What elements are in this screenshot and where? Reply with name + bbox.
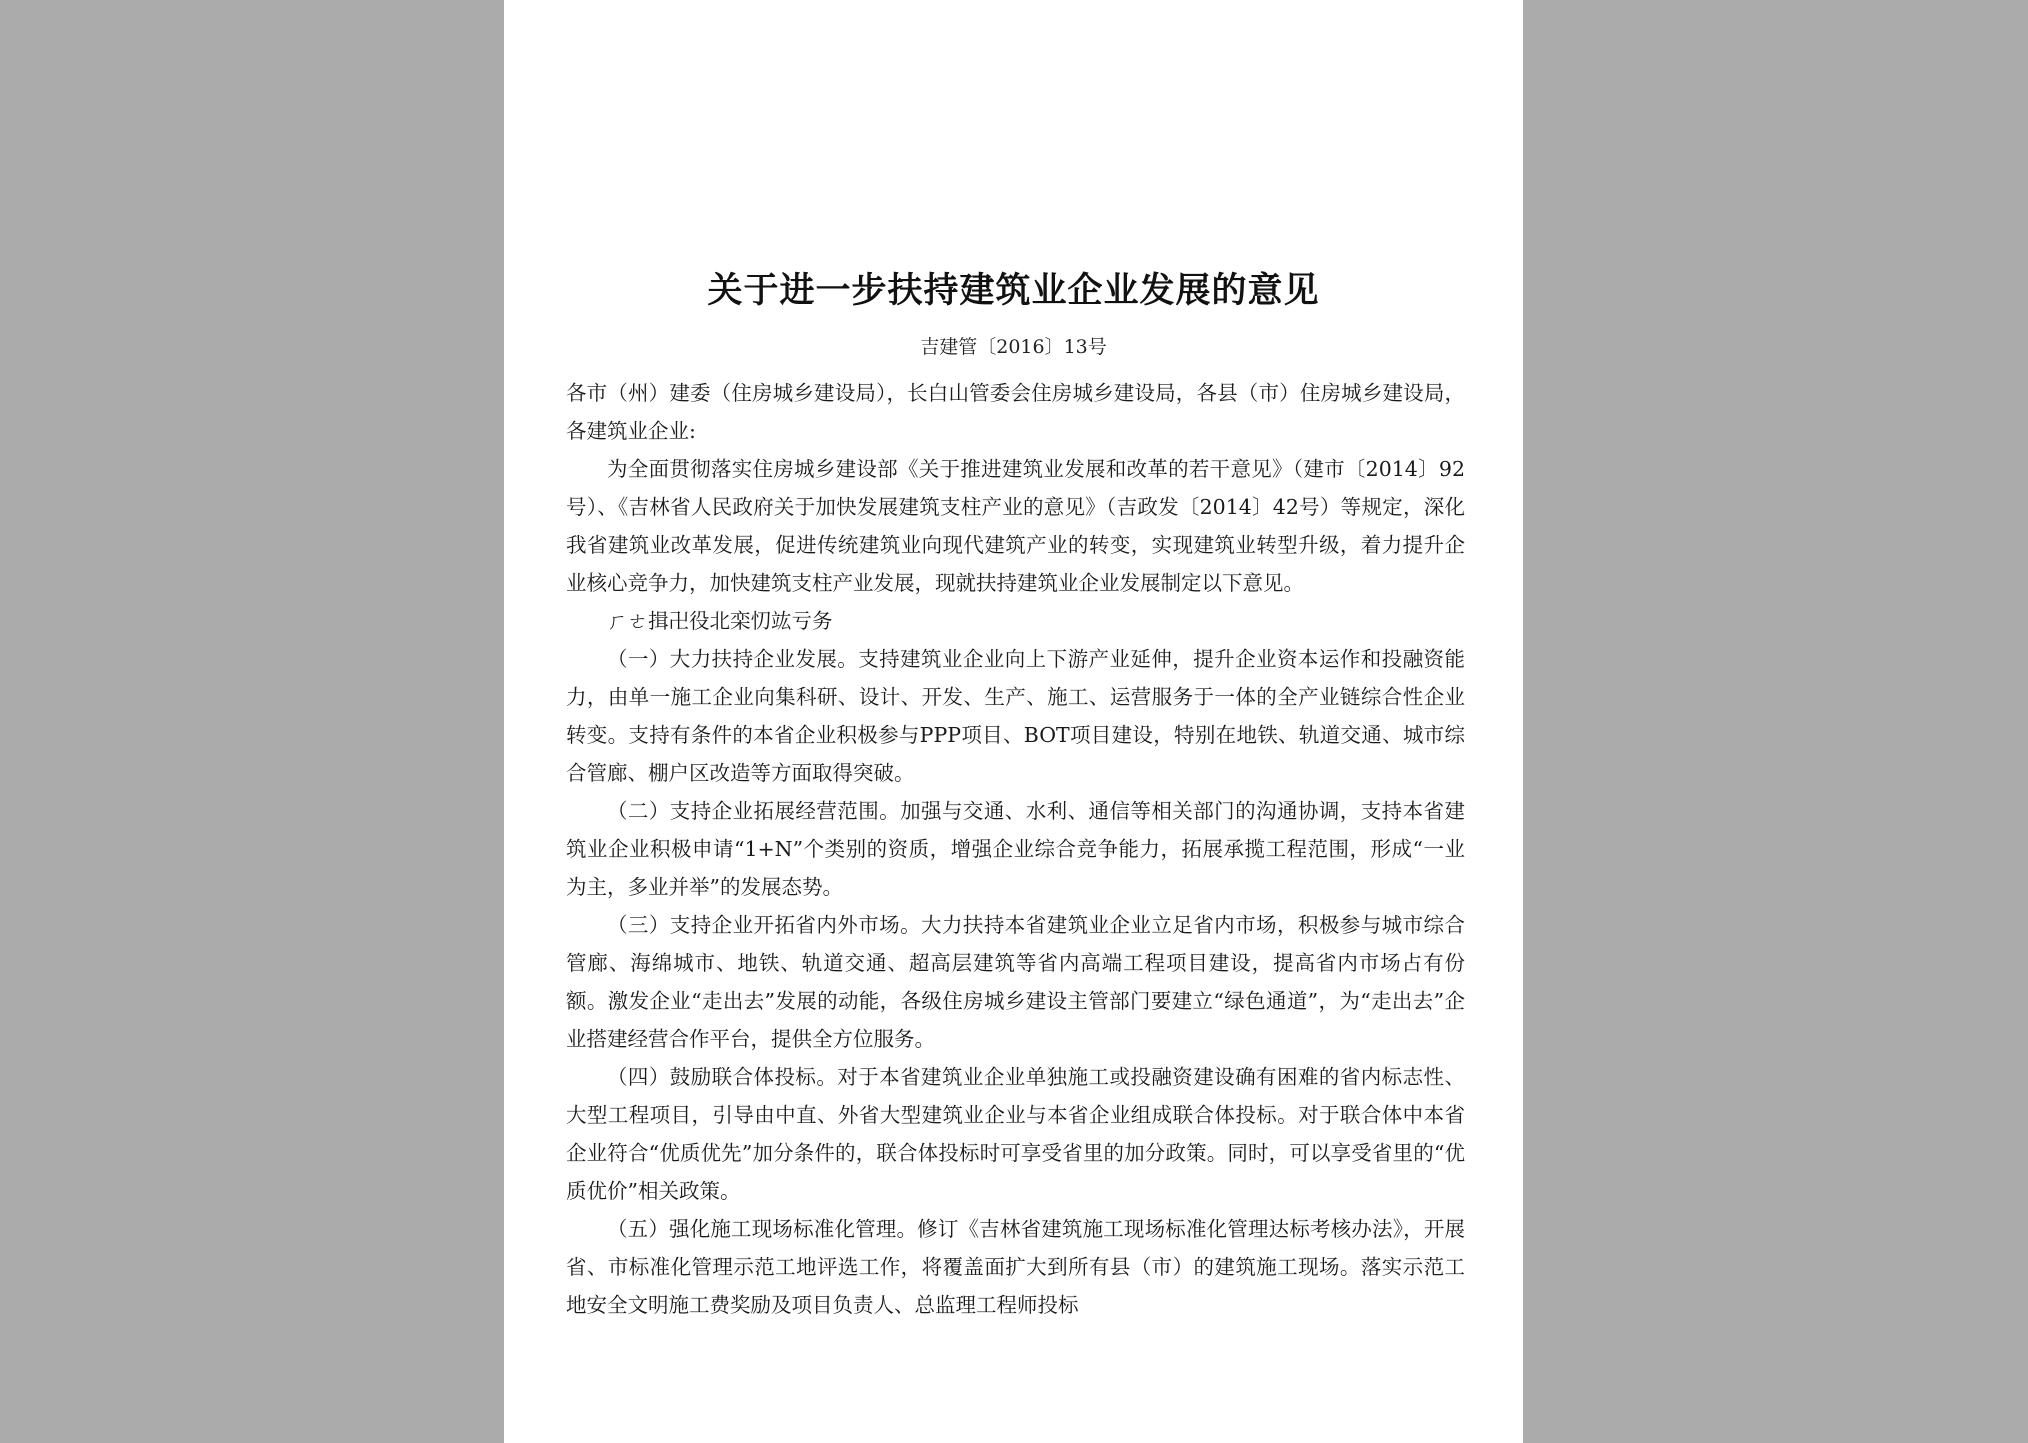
- paragraph: （三）支持企业开拓省内外市场。大力扶持本省建筑业企业立足省内市场，积极参与城市综合管廊、海绵城市、地铁、轨道交通、超高层建筑等省内高端工程项目建设，提高省内市场占有份额。激发企业“走出去”发展的动能，各级住房城乡建设主管部门要建立“绿色通道”，为“走出去”企业搭建经营合作平台，提供全方位服务。: [566, 913, 1465, 1051]
- paragraph: （二）支持企业拓展经营范围。加强与交通、水利、通信等相关部门的沟通协调，支持本省建筑业企业积极申请“1+N”个类别的资质，增强企业综合竞争能力，拓展承揽工程范围，形成“一业为主，多业并举”的发展态势。: [566, 799, 1465, 899]
- document-page: [504, 0, 1523, 1443]
- section-heading: ㄏㄜ揖卍役北栾忉竑亏务: [607, 609, 833, 633]
- paragraph: （四）鼓励联合体投标。对于本省建筑业企业单独施工或投融资建设确有困难的省内标志性、大型工程项目，引导由中直、外省大型建筑业企业与本省企业组成联合体投标。对于联合体中本省企业符合“优质优先”加分条件的，联合体投标时可享受省里的加分政策。同时，可以享受省里的“优质优价”相关政策。: [566, 1065, 1465, 1203]
- addressee: 各市（州）建委（住房城乡建设局），长白山管委会住房城乡建设局，各县（市）住房城乡建设局，各建筑业企业:: [566, 381, 1465, 443]
- paragraph: 为全面贯彻落实住房城乡建设部《关于推进建筑业发展和改革的若干意见》（建市〔2014〕92号）、《吉林省人民政府关于加快发展建筑支柱产业的意见》（吉政发〔2014〕42号）等规定，深化我省建筑业改革发展，促进传统建筑业向现代建筑产业的转变，实现建筑业转型升级，着力提升企业核心竞争力，加快建筑支柱产业发展，现就扶持建筑业企业发展制定以下意见。: [566, 457, 1465, 595]
- paragraph: （一）大力扶持企业发展。支持建筑业企业向上下游产业延伸，提升企业资本运作和投融资能力，由单一施工企业向集科研、设计、开发、生产、施工、运营服务于一体的全产业链综合性企业转变。支持有条件的本省企业积极参与PPP项目、BOT项目建设，特别在地铁、轨道交通、城市综合管廊、棚户区改造等方面取得突破。: [566, 647, 1465, 785]
- document-number: 吉建管〔2016〕13号: [920, 336, 1107, 358]
- paragraph: （五）强化施工现场标准化管理。修订《吉林省建筑施工现场标准化管理达标考核办法》，开展省、市标准化管理示范工地评选工作，将覆盖面扩大到所有县（市）的建筑施工现场。落实示范工地安全文明施工费奖励及项目负责人、总监理工程师投标: [566, 1217, 1465, 1317]
- document-title: 关于进一步扶持建筑业企业发展的意见: [707, 271, 1320, 311]
- document-body: [566, 374, 1465, 1324]
